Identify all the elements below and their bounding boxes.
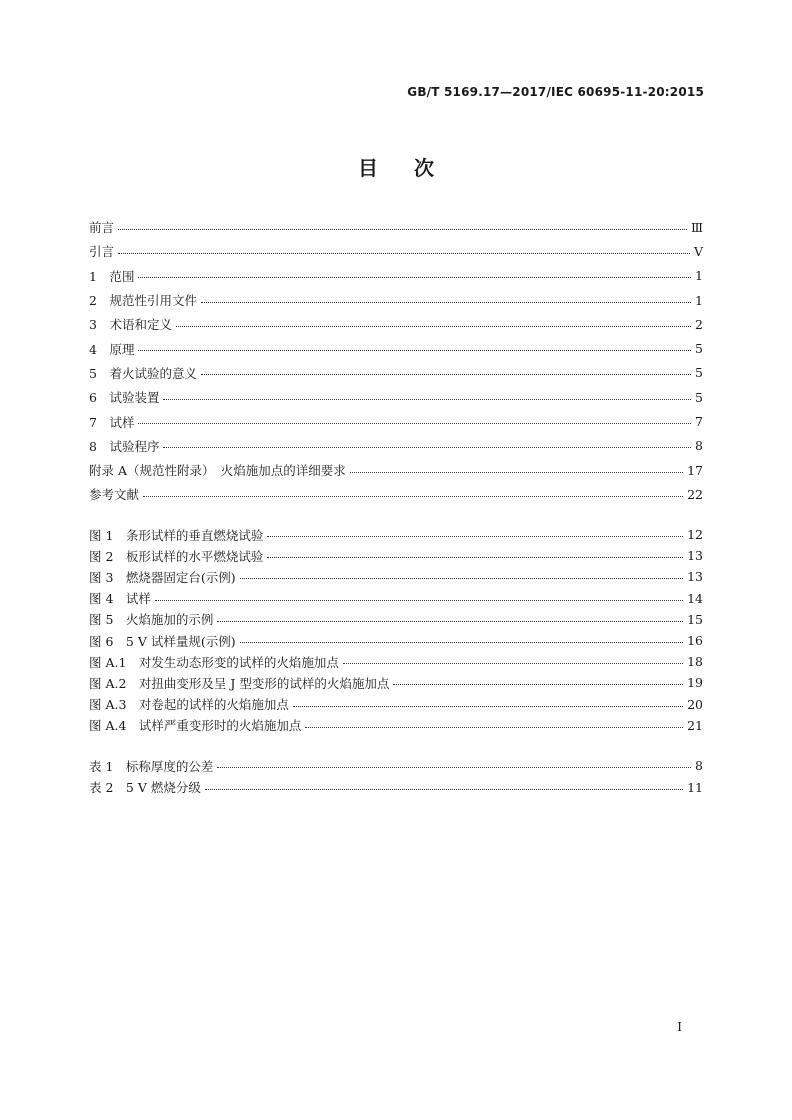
toc-entry-label: 图 6 5 V 试样量规(示例): [89, 633, 236, 649]
toc-entry-label: 前言: [89, 220, 115, 236]
toc-entry-page: Ⅲ: [690, 219, 703, 235]
toc-entry-label: 6 试验装置: [89, 390, 160, 406]
dot-leader: [163, 447, 691, 448]
dot-leader: [201, 374, 691, 375]
toc-entry-label: 参考文献: [89, 487, 140, 503]
toc-entry-page: 7: [695, 414, 703, 430]
toc-entry-introduction[interactable]: [89, 239, 703, 263]
toc-entry-label: 3 术语和定义: [89, 317, 172, 333]
toc-entry-normative-references[interactable]: [89, 288, 703, 312]
toc-entry-label: 7 试样: [89, 414, 135, 430]
toc-entry-bibliography[interactable]: [89, 482, 703, 506]
toc-entry-procedure[interactable]: [89, 434, 703, 458]
toc-entry-page: 1: [695, 268, 703, 284]
dot-leader: [201, 302, 691, 303]
standard-number: GB/T 5169.17—2017/IEC 60695-11-20:2015: [407, 85, 704, 99]
dot-leader: [138, 277, 691, 278]
toc-entry-page: 17: [687, 462, 703, 478]
dot-leader: [267, 536, 683, 537]
toc-entry-label: 图 A.1 对发生动态形变的试样的火焰施加点: [89, 654, 339, 670]
dot-leader: [350, 472, 683, 473]
toc-entry-figure[interactable]: [89, 588, 703, 609]
dot-leader: [118, 253, 690, 254]
toc-entry-page: Ⅴ: [693, 243, 703, 259]
toc-entry-page: 19: [687, 675, 703, 691]
toc-figures-list: [89, 524, 703, 736]
dot-leader: [217, 767, 691, 768]
toc-main-list: [89, 215, 703, 507]
toc-entry-label: 1 范围: [89, 268, 135, 284]
toc-entry-page: 15: [687, 611, 703, 627]
toc-entry-label: 图 A.3 对卷起的试样的火焰施加点: [89, 697, 289, 713]
toc-entry-page: 13: [687, 569, 703, 585]
dot-leader: [176, 326, 691, 327]
toc-entry-page: 8: [695, 758, 703, 774]
toc-entry-page: 20: [687, 696, 703, 712]
toc-entry-label: 图 2 板形试样的水平燃烧试验: [89, 548, 264, 564]
dot-leader: [305, 727, 683, 728]
dot-leader: [343, 663, 683, 664]
page-number: Ⅰ: [677, 1020, 682, 1034]
toc-entry-page: 13: [687, 548, 703, 564]
toc-entry-page: 8: [695, 438, 703, 454]
toc-entry-label: 表 1 标称厚度的公差: [89, 758, 214, 774]
dot-leader: [155, 600, 683, 601]
toc-entry-apparatus[interactable]: [89, 385, 703, 409]
toc-entry-label: 8 试验程序: [89, 438, 160, 454]
toc-entry-page: 22: [687, 486, 703, 502]
toc-entry-table[interactable]: [89, 777, 703, 799]
dot-leader: [143, 496, 683, 497]
toc-entry-label: 5 着火试验的意义: [89, 365, 197, 381]
toc-entry-page: 16: [687, 633, 703, 649]
toc-entry-figure[interactable]: [89, 524, 703, 545]
dot-leader: [293, 706, 683, 707]
toc-entry-label: 图 3 燃烧器固定台(示例): [89, 569, 236, 585]
toc-entry-page: 5: [695, 389, 703, 405]
toc-entry-page: 14: [687, 590, 703, 606]
dot-leader: [138, 423, 691, 424]
toc-entry-figure[interactable]: [89, 630, 703, 651]
toc-entry-label: 图 A.2 对扭曲变形及呈 J 型变形的试样的火焰施加点: [89, 675, 390, 691]
dot-leader: [217, 621, 683, 622]
toc-entry-figure[interactable]: [89, 694, 703, 715]
dot-leader: [205, 789, 683, 790]
dot-leader: [118, 229, 687, 230]
toc-tables-list: [89, 755, 703, 798]
toc-entry-label: 4 原理: [89, 341, 135, 357]
dot-leader: [267, 557, 683, 558]
toc-entry-foreword[interactable]: [89, 215, 703, 239]
toc-entry-table[interactable]: [89, 755, 703, 777]
toc-entry-page: 2: [695, 316, 703, 332]
toc-entry-figure[interactable]: [89, 545, 703, 566]
toc-entry-label: 表 2 5 V 燃烧分级: [89, 780, 201, 796]
dot-leader: [240, 578, 683, 579]
toc-entry-specimens[interactable]: [89, 409, 703, 433]
toc-entry-label: 图 A.4 试样严重变形时的火焰施加点: [89, 718, 302, 734]
toc-entry-principle[interactable]: [89, 336, 703, 360]
toc-entry-label: 图 4 试样: [89, 591, 151, 607]
toc-entry-scope[interactable]: [89, 264, 703, 288]
toc-entry-figure[interactable]: [89, 609, 703, 630]
toc-entry-label: 附录 A（规范性附录） 火焰施加点的详细要求: [89, 463, 346, 479]
toc-entry-figure[interactable]: [89, 651, 703, 672]
toc-entry-terms-definitions[interactable]: [89, 312, 703, 336]
page-title: 目次: [358, 156, 470, 180]
toc-entry-figure[interactable]: [89, 672, 703, 693]
toc-entry-page: 11: [687, 779, 703, 795]
toc-entry-label: 引言: [89, 244, 115, 260]
toc-entry-annex-a[interactable]: [89, 458, 703, 482]
dot-leader: [240, 642, 683, 643]
dot-leader: [393, 684, 683, 685]
toc-entry-page: 5: [695, 365, 703, 381]
toc-entry-page: 12: [687, 527, 703, 543]
toc-entry-figure[interactable]: [89, 715, 703, 736]
dot-leader: [138, 350, 691, 351]
toc-entry-page: 1: [695, 292, 703, 308]
toc-entry-label: 图 1 条形试样的垂直燃烧试验: [89, 527, 264, 543]
toc-entry-figure[interactable]: [89, 566, 703, 587]
toc-entry-page: 18: [687, 654, 703, 670]
toc-entry-significance[interactable]: [89, 361, 703, 385]
toc-entry-label: 图 5 火焰施加的示例: [89, 612, 214, 628]
toc-entry-page: 5: [695, 341, 703, 357]
toc-entry-page: 21: [687, 717, 703, 733]
dot-leader: [163, 399, 691, 400]
toc-entry-label: 2 规范性引用文件: [89, 293, 197, 309]
